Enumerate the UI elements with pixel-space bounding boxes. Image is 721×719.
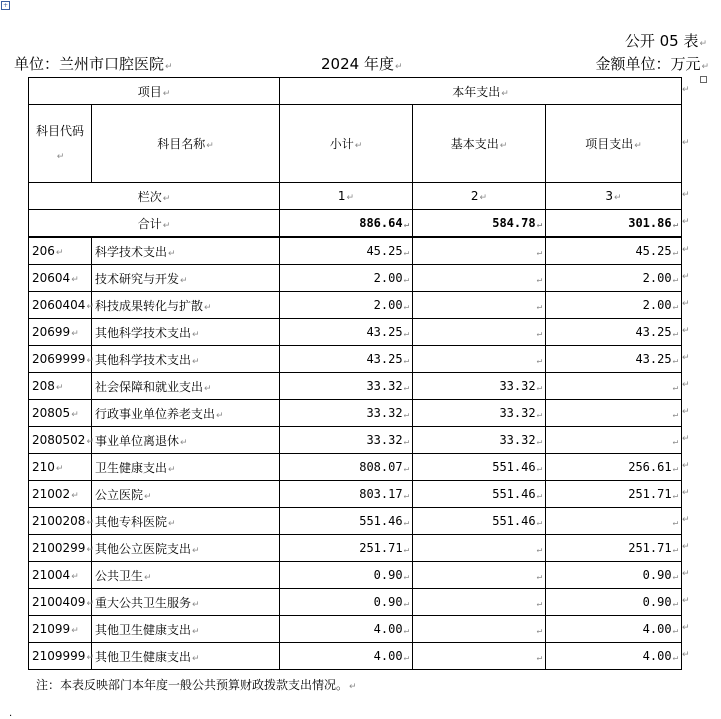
header-row-1 <box>29 78 682 105</box>
paragraph-mark-icon: ↵ <box>682 542 690 552</box>
total-label: 合计↵ <box>29 210 280 238</box>
paragraph-mark-icon: ↵ <box>682 380 690 390</box>
row-code: 20805↵ <box>29 400 92 427</box>
row-subtotal: 2.00↵ <box>280 292 413 319</box>
paragraph-mark-icon: ↵ <box>682 217 690 228</box>
row-subtotal: 808.07↵ <box>280 454 413 481</box>
paragraph-mark-icon: ↵ <box>682 488 690 498</box>
paragraph-mark-icon: ↵ <box>701 62 709 72</box>
row-basic: 551.46↵ <box>413 481 546 508</box>
paragraph-mark-icon: ↵ <box>682 85 690 95</box>
row-name: 科技成果转化与扩散↵ <box>92 292 280 319</box>
table-row <box>29 535 682 562</box>
row-subtotal: 43.25↵ <box>280 319 413 346</box>
unit-label: 单位：兰州市口腔医院↵ <box>14 55 173 73</box>
row-basic: ↵ <box>413 292 546 319</box>
row-project: 251.71↵ <box>546 481 682 508</box>
row-name: 其他科学技术支出↵ <box>92 346 280 373</box>
header-row-2 <box>29 105 682 183</box>
row-name: 事业单位离退休↵ <box>92 427 280 454</box>
row-basic: ↵ <box>413 643 546 670</box>
row-name: 其他卫生健康支出↵ <box>92 616 280 643</box>
table-row <box>29 400 682 427</box>
col-index-label: 栏次↵ <box>29 183 280 210</box>
row-project: 4.00↵ <box>546 643 682 670</box>
total-row <box>29 210 682 238</box>
paragraph-mark-icon: ↵ <box>394 62 403 72</box>
row-subtotal: 0.90↵ <box>280 562 413 589</box>
table-row <box>29 481 682 508</box>
row-project: 251.71↵ <box>546 535 682 562</box>
table-row <box>29 265 682 292</box>
header-current-year: 本年支出↵ <box>280 78 682 105</box>
row-code: 2109999↵ <box>29 643 92 670</box>
row-name: 公共卫生↵ <box>92 562 280 589</box>
row-code: 21099↵ <box>29 616 92 643</box>
table-row <box>29 616 682 643</box>
row-subtotal: 43.25↵ <box>280 346 413 373</box>
row-code: 20699↵ <box>29 319 92 346</box>
paragraph-mark-icon: ↵ <box>682 299 690 309</box>
table-row <box>29 237 682 265</box>
row-subtotal: 4.00↵ <box>280 616 413 643</box>
table-row <box>29 562 682 589</box>
row-subtotal: 4.00↵ <box>280 643 413 670</box>
paragraph-mark-icon: ↵ <box>682 434 690 444</box>
paragraph-mark-icon: ↵ <box>165 62 173 72</box>
row-project: 45.25↵ <box>546 237 682 265</box>
row-basic: ↵ <box>413 616 546 643</box>
row-project: 2.00↵ <box>546 265 682 292</box>
money-unit-label: 金额单位：万元↵ <box>595 55 709 73</box>
paragraph-mark-icon: ↵ <box>682 623 690 633</box>
paragraph-mark-icon: ↵ <box>682 326 690 336</box>
row-project: 4.00↵ <box>546 616 682 643</box>
header-item: 项目↵ <box>29 78 280 105</box>
col-index-2: 2↵ <box>413 183 546 210</box>
row-basic: 33.32↵ <box>413 427 546 454</box>
row-project: 256.61↵ <box>546 454 682 481</box>
row-basic: ↵ <box>413 589 546 616</box>
row-name: 技术研究与开发↵ <box>92 265 280 292</box>
row-project: 43.25↵ <box>546 319 682 346</box>
row-subtotal: 251.71↵ <box>280 535 413 562</box>
row-code: 2069999↵ <box>29 346 92 373</box>
total-subtotal: 886.64↵ <box>280 210 413 238</box>
paragraph-mark-icon: ↵ <box>682 137 690 148</box>
table-resize-handle[interactable] <box>700 76 707 83</box>
row-code: 2100208↵ <box>29 508 92 535</box>
row-name: 重大公共卫生服务↵ <box>92 589 280 616</box>
row-code: 21002↵ <box>29 481 92 508</box>
expenditure-table <box>28 77 682 670</box>
row-basic: ↵ <box>413 535 546 562</box>
paragraph-mark-icon: ↵ <box>682 515 690 525</box>
row-code: 21004↵ <box>29 562 92 589</box>
paragraph-mark-icon: ↵ <box>682 244 690 255</box>
total-project: 301.86↵ <box>546 210 682 238</box>
header-project: 项目支出↵ <box>546 105 682 183</box>
paragraph-mark-icon: ↵ <box>682 190 690 200</box>
row-subtotal: 803.17↵ <box>280 481 413 508</box>
row-project: 0.90↵ <box>546 589 682 616</box>
row-project: ↵ <box>546 373 682 400</box>
header-subtotal: 小计↵ <box>280 105 413 183</box>
table-anchor-icon[interactable]: + <box>2 2 9 9</box>
row-subtotal: 33.32↵ <box>280 400 413 427</box>
row-subtotal: 33.32↵ <box>280 373 413 400</box>
row-code: 210↵ <box>29 454 92 481</box>
row-basic: 33.32↵ <box>413 400 546 427</box>
table-row <box>29 427 682 454</box>
row-basic: ↵ <box>413 319 546 346</box>
paragraph-mark-icon: ↵ <box>682 407 690 417</box>
row-name: 行政事业单位养老支出↵ <box>92 400 280 427</box>
col-index-3: 3↵ <box>546 183 682 210</box>
end-mark: . <box>9 708 13 719</box>
row-name: 卫生健康支出↵ <box>92 454 280 481</box>
row-code: 208↵ <box>29 373 92 400</box>
year-label: 2024 年度↵ <box>321 55 403 73</box>
row-code: 2060404↵ <box>29 292 92 319</box>
row-project: 0.90↵ <box>546 562 682 589</box>
row-code: 2100299↵ <box>29 535 92 562</box>
paragraph-mark-icon: ↵ <box>349 682 357 692</box>
paragraph-mark-icon: ↵ <box>682 569 690 579</box>
row-name: 其他科学技术支出↵ <box>92 319 280 346</box>
row-basic: ↵ <box>413 346 546 373</box>
form-code: 公开 05 表↵ <box>624 32 707 50</box>
row-subtotal: 33.32↵ <box>280 427 413 454</box>
meta-row <box>14 53 709 73</box>
row-code: 2100409↵ <box>29 589 92 616</box>
row-basic: ↵ <box>413 265 546 292</box>
row-name: 公立医院↵ <box>92 481 280 508</box>
footnote: 注：本表反映部门本年度一般公共预算财政拨款支出情况。↵ <box>36 678 357 692</box>
col-index-1: 1↵ <box>280 183 413 210</box>
paragraph-mark-icon: ↵ <box>682 650 690 660</box>
row-basic: 551.46↵ <box>413 508 546 535</box>
row-basic: 551.46↵ <box>413 454 546 481</box>
paragraph-mark-icon: ↵ <box>682 353 690 363</box>
total-basic: 584.78↵ <box>413 210 546 238</box>
row-code: 2080502↵ <box>29 427 92 454</box>
row-project: ↵ <box>546 400 682 427</box>
row-subtotal: 45.25↵ <box>280 237 413 265</box>
paragraph-mark-icon: ↵ <box>682 596 690 606</box>
row-name: 科学技术支出↵ <box>92 237 280 265</box>
table-row <box>29 319 682 346</box>
header-basic: 基本支出↵ <box>413 105 546 183</box>
table-row <box>29 346 682 373</box>
row-project: 43.25↵ <box>546 346 682 373</box>
row-name: 其他专科医院↵ <box>92 508 280 535</box>
paragraph-mark-icon: ↵ <box>682 272 690 282</box>
table-row <box>29 454 682 481</box>
row-name: 其他卫生健康支出↵ <box>92 643 280 670</box>
row-basic: ↵ <box>413 562 546 589</box>
header-code: 科目代码↵ <box>29 105 92 183</box>
paragraph-mark-icon: ↵ <box>699 39 707 49</box>
table-row <box>29 589 682 616</box>
header-name: 科目名称↵ <box>92 105 280 183</box>
row-subtotal: 2.00↵ <box>280 265 413 292</box>
row-code: 20604↵ <box>29 265 92 292</box>
row-name: 社会保障和就业支出↵ <box>92 373 280 400</box>
table-row <box>29 643 682 670</box>
row-project: ↵ <box>546 427 682 454</box>
row-name: 其他公立医院支出↵ <box>92 535 280 562</box>
paragraph-mark-icon: ↵ <box>682 461 690 471</box>
row-project: 2.00↵ <box>546 292 682 319</box>
table-row <box>29 292 682 319</box>
row-subtotal: 0.90↵ <box>280 589 413 616</box>
table-row <box>29 373 682 400</box>
table-row <box>29 508 682 535</box>
row-basic: ↵ <box>413 237 546 265</box>
row-basic: 33.32↵ <box>413 373 546 400</box>
row-project: ↵ <box>546 508 682 535</box>
column-index-row <box>29 183 682 210</box>
row-code: 206↵ <box>29 237 92 265</box>
row-subtotal: 551.46↵ <box>280 508 413 535</box>
